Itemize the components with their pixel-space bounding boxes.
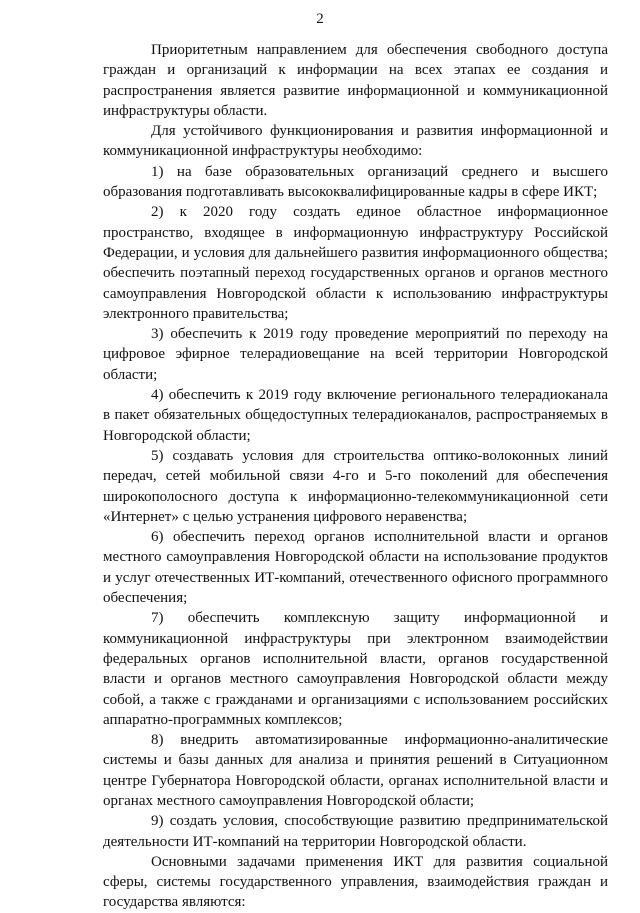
list-item-8: 8) внедрить автоматизированные информационно-аналитические системы и базы данных для анализа и принятия решений в Ситуационном центре Губернатора Новгородской области, органах исполнительной власти и органах местного самоуправления Новгородской области; [103, 732, 608, 809]
list-item-2: 2) к 2020 году создать единое областное информационное пространство, входящее в информационную инфраструктуру Российской Федерации, и условия для дальнейшего развития информационного общества; обеспечить поэтапный переход государственных органов и органов местного самоуправления Новгородской области к использованию инфраструктуры электронного правительства; [103, 204, 608, 322]
list-item-1: 1) на базе образовательных организаций среднего и высшего образования подготавливать высококвалифицированные кадры в сфере ИКТ; [103, 163, 608, 201]
document-body [103, 40, 608, 913]
list-item-9: 9) создать условия, способствующие развитию предпринимательской деятельности ИТ-компаний на территории Новгородской области. [103, 813, 608, 850]
list-item-4: 4) обеспечить к 2019 году включение регионального телерадиоканала в пакет обязательных общедоступных телерадиоканалов, распространяемых в Новгородской области; [103, 387, 608, 444]
list-item-3: 3) обеспечить к 2019 году проведение мероприятий по переходу на цифровое эфирное телерадиовещание на всей территории Новгородской области; [103, 326, 608, 383]
paragraph-priority-direction: Приоритетным направлением для обеспечения свободного доступа граждан и организаций к информации на всех этапах ее создания и распространения является развитие информационной и коммуникационной инфраструктуры области. [103, 42, 608, 119]
list-item-6: 6) обеспечить переход органов исполнительной власти и органов местного самоуправления Новгородской области на использование продуктов и услуг отечественных ИТ-компаний, отечественного офисного программного обеспечения; [103, 529, 608, 607]
paragraph-main-tasks: Основными задачами применения ИКТ для развития социальной сферы, системы государственного управления, взаимодействия граждан и государства являются: [103, 853, 608, 911]
list-item-5: 5) создавать условия для строительства оптико-волоконных линий передач, сетей мобильной связи 4-го и 5-го поколений для обеспечения широкополосного доступа к информационно-телекоммуникационной сети «Интернет» с целью устранения цифрового неравенства; [103, 447, 608, 525]
page-number: 2 [316, 11, 324, 27]
list-item-7: 7) обеспечить комплексную защиту информационной и коммуникационной инфраструктуры при электронном взаимодействии федеральных органов исполнительной власти, органов государственной власти и органов местного самоуправления Новгородской области между собой, а также с гражданами и организациями с использованием российских аппаратно-программных комплексов; [103, 610, 608, 728]
paragraph-requirements-intro: Для устойчивого функционирования и развития информационной и коммуникационной инфраструктуры необходимо: [103, 123, 608, 160]
